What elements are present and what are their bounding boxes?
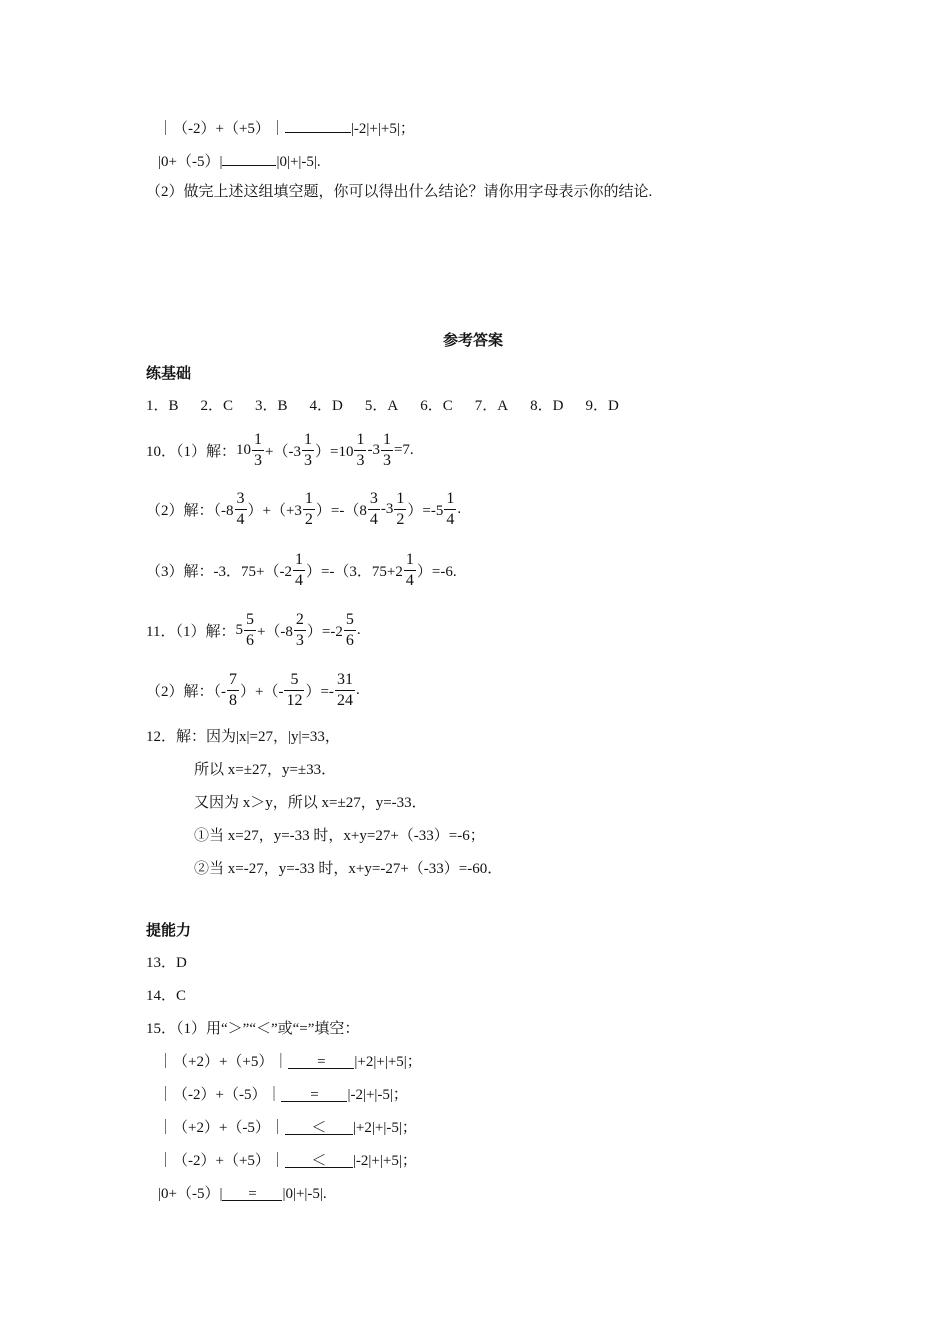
text: ）=10 (314, 443, 354, 460)
q15-row (158, 1052, 422, 1072)
expr-right: |+2|+|+5|； (354, 1054, 422, 1070)
numerator: 1 (354, 432, 366, 451)
q15-head: 15．（1）用“＞”“＜”或“=”填空： (146, 1021, 360, 1037)
text: . (457, 500, 462, 517)
q12-line: 12．解：因为|x|=27，|y|=33， (146, 729, 340, 745)
label: （3）解：-3．75+（-2 (146, 563, 292, 580)
section-heading-ability: 提能力 (146, 921, 192, 939)
text: ）=-（3．75+2 (305, 563, 403, 580)
numerator: 1 (381, 432, 393, 451)
numerator: 5 (344, 612, 356, 631)
text: . (356, 621, 361, 638)
fraction (252, 432, 264, 469)
numerator: 7 (227, 672, 239, 691)
fraction (381, 432, 393, 469)
q12-line: ①当 x=27，y=-33 时，x+y=27+（-33）=-6； (194, 828, 485, 844)
q10-part3 (146, 550, 457, 590)
q10-part2 (146, 489, 461, 529)
fraction (235, 491, 247, 528)
numerator: 1 (293, 552, 305, 571)
text: ）=-（8 (315, 502, 367, 519)
text: ）+（+3 (247, 502, 302, 519)
denominator: 4 (405, 571, 414, 589)
denominator: 3 (356, 451, 365, 469)
denominator: 3 (295, 631, 304, 649)
denominator: 3 (303, 451, 312, 469)
denominator: 2 (396, 510, 405, 528)
denominator: 8 (229, 691, 237, 709)
fraction (294, 612, 306, 649)
text: . (355, 681, 360, 698)
text: =7. (393, 441, 414, 458)
numerator: 5 (244, 612, 256, 631)
answer-item: 6．C (420, 398, 453, 414)
numerator: 3 (368, 491, 380, 510)
text: 10 (236, 441, 252, 458)
answer-item: 1．B (146, 398, 179, 414)
question-2-text: （2）做完上述这组填空题，你可以得出什么结论？请你用字母表示你的结论. (146, 184, 653, 200)
label: （2）解：（-8 (146, 502, 234, 519)
label: （2）解：（- (146, 683, 226, 700)
text: ）=-2 (306, 623, 343, 640)
q10-part1 (146, 430, 414, 470)
fraction (444, 491, 456, 528)
denominator: 2 (304, 510, 313, 528)
text: ）=-6. (416, 563, 457, 580)
answer-blank[interactable] (285, 116, 351, 133)
denominator: 4 (369, 510, 378, 528)
numerator: 3 (235, 491, 247, 510)
fraction (303, 491, 315, 528)
text: -3 (367, 441, 380, 458)
expr-right: |-2|+|+5|； (352, 1153, 417, 1169)
expr-right: |-2|+|+5|； (350, 121, 415, 137)
q11-part1 (146, 610, 361, 650)
denominator: 12 (286, 691, 303, 709)
answer-blank: = (281, 1085, 347, 1102)
fraction (244, 612, 256, 649)
text: +（-8 (256, 623, 293, 640)
answer-blank: ＜ (285, 1151, 353, 1168)
fraction (394, 491, 406, 528)
answer-item: 9．D (585, 398, 619, 414)
top-line-2 (158, 149, 321, 172)
text: +（-3 (265, 443, 301, 460)
q12-line: 所以 x=±27，y=±33． (194, 762, 337, 778)
q15-row (158, 1085, 408, 1105)
top-line-1 (158, 116, 415, 139)
expr-left: |0+（-5）| (158, 1186, 223, 1202)
numerator: 5 (284, 672, 304, 691)
q15-row (158, 1184, 327, 1204)
expr-left: ｜（+2）+（+5）｜ (158, 1054, 289, 1070)
numerator: 1 (444, 491, 456, 510)
answer-item: 5．A (364, 398, 399, 414)
text: ）=-5 (407, 502, 444, 519)
fraction (354, 432, 366, 469)
denominator: 24 (336, 691, 353, 709)
numerator: 1 (303, 491, 315, 510)
numerator: 1 (404, 552, 416, 571)
denominator: 4 (236, 510, 245, 528)
expr-left: ｜（-2）+（+5）｜ (158, 1153, 285, 1169)
expr-right: |+2|+|-5|； (352, 1120, 417, 1136)
fraction (227, 672, 239, 709)
q12-line: ②当 x=-27，y=-33 时，x+y=-27+（-33）=-60． (194, 861, 503, 877)
q14-answer: 14．C (146, 988, 187, 1004)
answer-item: 2．C (200, 398, 234, 414)
q15-row (158, 1151, 417, 1171)
answer-item: 3．B (255, 398, 288, 414)
numerator: 31 (335, 672, 355, 691)
expr-left: ｜（-2）+（-5）｜ (158, 1087, 282, 1103)
numerator: 1 (394, 491, 406, 510)
answer-item: 8．D (530, 398, 564, 414)
denominator: 3 (254, 451, 263, 469)
expr-right: |0|+|-5|. (276, 154, 321, 170)
denominator: 4 (446, 510, 455, 528)
answer-blank[interactable] (222, 149, 276, 166)
expr-left: |0+（-5）| (158, 154, 223, 170)
numerator: 1 (302, 432, 314, 451)
denominator: 4 (294, 571, 303, 589)
label: 11．（1）解： (146, 623, 236, 640)
fraction (344, 612, 356, 649)
fraction (335, 672, 355, 709)
answer-blank: = (288, 1052, 354, 1069)
text: 5 (235, 621, 243, 638)
answer-item: 7．A (474, 398, 509, 414)
answers-title: 参考答案 (443, 331, 504, 349)
q11-part2 (146, 670, 360, 710)
expr-left: ｜（+2）+（-5）｜ (158, 1120, 285, 1136)
expr-left: ｜（-2）+（+5）｜ (158, 121, 285, 137)
fraction (284, 672, 304, 709)
denominator: 6 (245, 631, 254, 649)
numerator: 2 (294, 612, 306, 631)
answer-blank: = (222, 1184, 282, 1201)
text: -3 (380, 500, 394, 517)
answer-item: 4．D (309, 398, 343, 414)
text: ）=- (305, 683, 334, 700)
section-heading-basics: 练基础 (146, 364, 192, 382)
q13-answer: 13．D (146, 955, 187, 971)
label: 10．（1）解： (146, 443, 237, 460)
text: ）+（- (240, 683, 284, 700)
fraction (293, 552, 305, 589)
answers-row (146, 396, 641, 416)
denominator: 6 (345, 631, 354, 649)
expr-right: |0|+|-5|. (282, 1186, 327, 1202)
fraction (404, 552, 416, 589)
q12-line: 又因为 x＞y，所以 x=±27，y=-33． (194, 795, 427, 811)
fraction (302, 432, 314, 469)
expr-right: |-2|+|-5|； (347, 1087, 408, 1103)
q15-row (158, 1118, 417, 1138)
answer-blank: ＜ (285, 1118, 353, 1135)
denominator: 3 (382, 451, 391, 469)
fraction (368, 491, 380, 528)
numerator: 1 (252, 432, 264, 451)
